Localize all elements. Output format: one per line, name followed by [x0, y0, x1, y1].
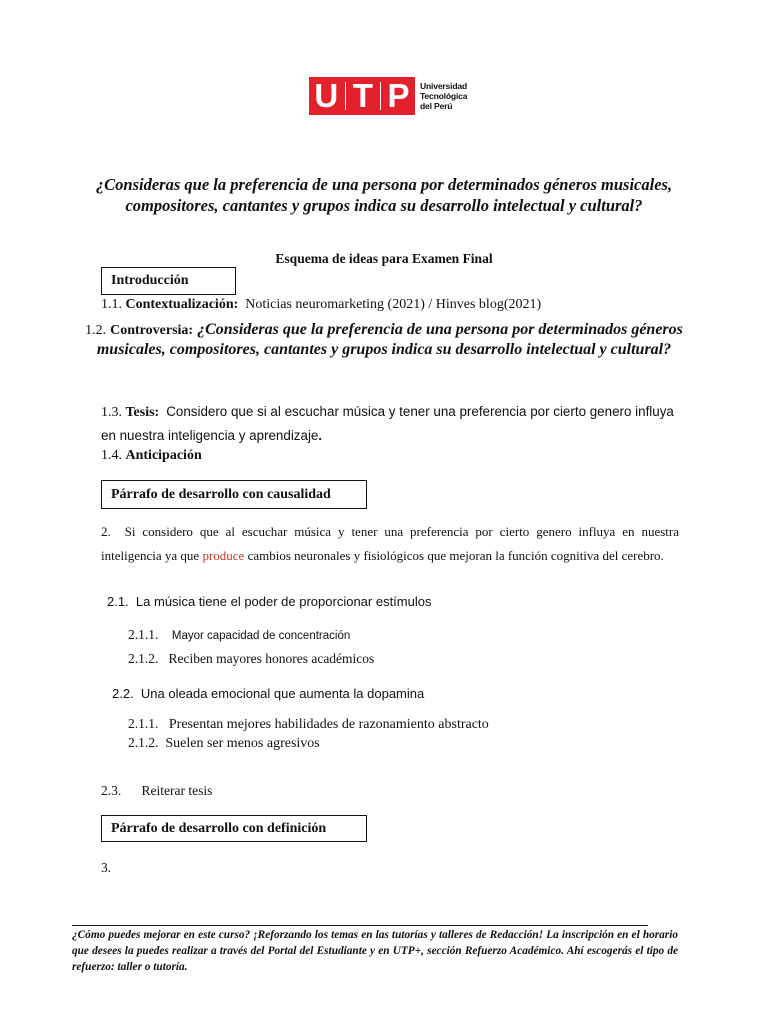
subitem-2-2-2	[128, 735, 320, 752]
document-title: Esquema de ideas para Examen Final	[275, 251, 493, 266]
item-1-3	[101, 400, 679, 448]
paragraph-number: 2.	[101, 524, 111, 539]
university-name-line-2: Tecnológica	[420, 91, 468, 101]
item-text: La música tiene el poder de proporcionar estímulos	[135, 594, 432, 609]
logo-separator	[345, 82, 346, 110]
paragraph-highlight: produce	[202, 548, 245, 563]
item-label: Tesis:	[125, 405, 160, 420]
item-text: Reciben mayores honores académicos	[168, 651, 375, 666]
subitem-2-1	[107, 594, 431, 609]
controversy-question: ¿Consideras que la preferencia de una persona por determinados géneros musicales, compositores, cantantes y grupos indica su desarrollo intelectual y cultural?	[96, 321, 683, 358]
item-label: Anticipación	[125, 448, 202, 463]
logo-letter-p: P	[387, 77, 410, 114]
university-name	[420, 81, 467, 111]
item-number: 1.2.	[85, 323, 107, 338]
university-name-line-1: Universidad	[420, 81, 467, 91]
section-box-causalidad: Párrafo de desarrollo con causalidad	[101, 480, 367, 509]
subitem-2-3	[101, 783, 212, 799]
subitem-2-1-2	[128, 651, 374, 667]
item-text: Una oleada emocional que aumenta la dopamina	[140, 686, 425, 701]
subitem-2-1-1	[128, 627, 350, 643]
item-text: Reiterar tesis	[141, 783, 213, 798]
subitem-2-2	[112, 686, 424, 701]
item-text: Noticias neuromarketing (2021) / Hinves blog(2021)	[245, 297, 542, 312]
item-number: 2.2.	[112, 686, 134, 701]
logo-letter-u: U	[314, 77, 339, 114]
item-1-4	[101, 448, 202, 464]
item-number: 2.1.1.	[128, 716, 159, 731]
item-number: 2.1.1.	[128, 627, 159, 642]
paragraph-2	[101, 520, 679, 568]
item-number: 1.3.	[101, 405, 122, 420]
subitem-2-2-1	[128, 716, 489, 733]
item-text: Mayor capacidad de concentración	[171, 630, 351, 642]
item-label: Controversia:	[110, 323, 194, 338]
utp-logo-mark	[309, 77, 415, 115]
item-1-1	[101, 297, 541, 313]
paragraph-text-after: cambios neuronales y fisiológicos que mejoran la función cognitiva del cerebro.	[247, 548, 664, 563]
item-label: Contextualización:	[125, 297, 239, 312]
thesis-end: .	[318, 429, 322, 444]
footer-note: ¿Cómo puedes mejorar en este curso? ¡Reforzando los temas en las tutorías y talleres de Redacción! La inscripción en el horario que desees la puedes realizar a través del Portal del Estudiante y en UTP+, sección Refuerzo Académico. Ahí escogerás el tipo de refuerzo: taller o tutoría.	[72, 929, 678, 973]
main-question: ¿Consideras que la preferencia de una persona por determinados géneros musicales, compositores, cantantes y grupos indica su desarrollo intelectual y cultural?	[95, 175, 673, 215]
logo-separator	[380, 82, 381, 110]
item-number: 2.1.	[107, 594, 129, 609]
item-text: Presentan mejores habilidades de razonamiento abstracto	[168, 717, 489, 732]
thesis-text: Considero que si al escuchar música y tener una preferencia por cierto genero influya en nuestra inteligencia y aprendizaje	[101, 404, 674, 443]
item-number: 1.1.	[101, 297, 122, 312]
section-box-introduccion: Introducción	[101, 267, 236, 295]
item-number: 2.1.2.	[128, 735, 159, 750]
item-1-2	[70, 320, 698, 359]
item-text: Suelen ser menos agresivos	[165, 736, 320, 751]
item-number: 2.3.	[101, 783, 122, 798]
footer-divider	[72, 925, 648, 926]
university-name-line-3: del Perú	[420, 101, 453, 111]
item-number: 1.4.	[101, 448, 122, 463]
paragraph-text-before: Si considero que al escuchar música y tener una preferencia por cierto genero influya en nuestra inteligencia ya que	[101, 524, 679, 563]
item-3: 3.	[101, 860, 112, 875]
utp-logo	[309, 77, 471, 115]
item-number: 2.1.2.	[128, 651, 159, 666]
section-box-definicion: Párrafo de desarrollo con definición	[101, 815, 367, 842]
logo-letter-t: T	[352, 77, 373, 114]
